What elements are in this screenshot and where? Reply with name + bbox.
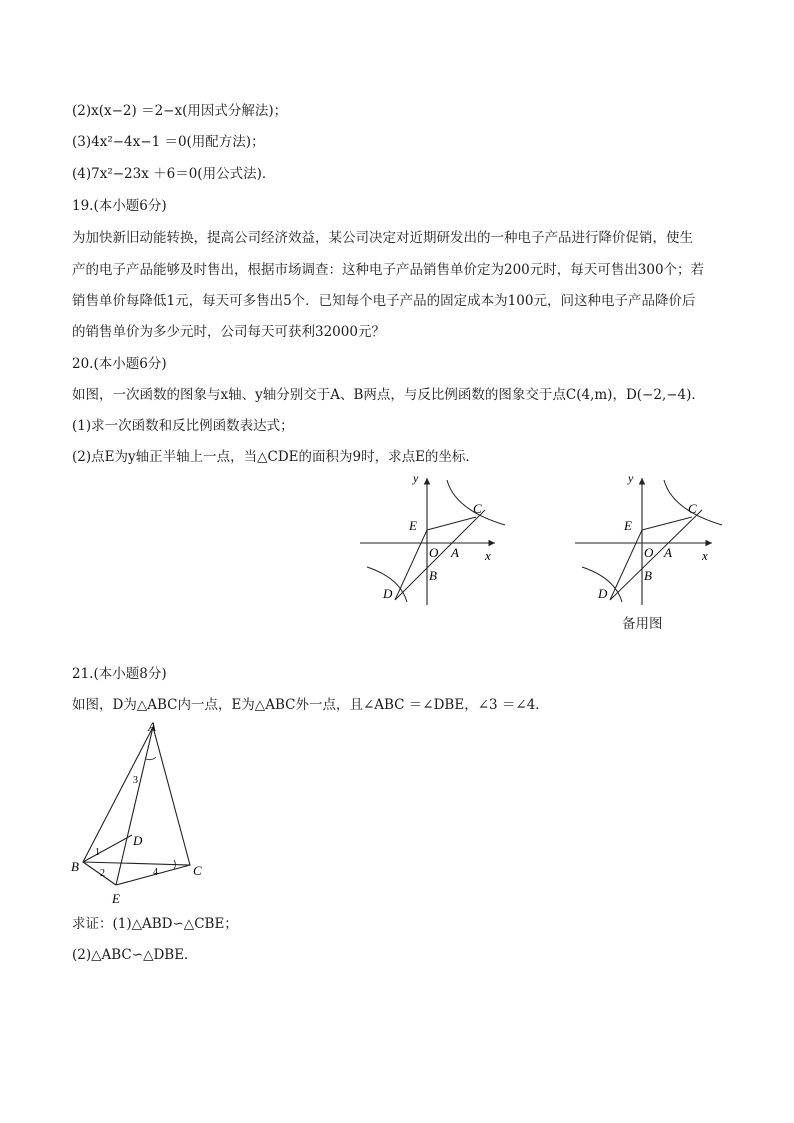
label-C: C [473,501,482,516]
problem-19-line-1: 为加快新旧动能转换，提高公司经济效益，某公司决定对近期研发出的一种电子产品进行降价促销，使生 [72,230,693,246]
label-C: C [193,863,202,878]
label-D: D [133,833,143,848]
segment-AE [116,727,153,885]
label-E: E [409,518,417,533]
label-y: y [628,471,634,485]
problem-21-header: 21.(本小题8分) [72,666,167,682]
label-B: B [429,568,437,583]
label-O: O [429,545,439,560]
problem-21-proof-2: (2)△ABC∽△DBE． [72,947,198,963]
problem-21-proof-1: 求证：(1)△ABD∽△CBE； [72,916,238,932]
problem-19-line-4: 的销售单价为多少元时，公司每天可获利32000元？ [72,324,385,340]
label-angle-4: 4 [153,867,158,878]
problem-20-intro: 如图，一次函数的图象与x轴、y轴分别交于A、B两点，与反比例函数的图象交于点C(4,m)，D(−2,−4)． [72,387,705,403]
problem-19-header: 19.(本小题6分) [72,198,167,214]
segment-DE [395,530,427,600]
segment-DE [610,530,642,600]
problem-19-line-3: 销售单价每降低1元，每天可多售出5个．已知每个电子产品的固定成本为100元，问这种电子产品降价后 [72,293,696,309]
problem-19-line-2: 产的电子产品能够及时售出，根据市场调查：这种电子产品销售单价定为200元时，每天可售出300个；若 [72,262,705,278]
problem-20-part-2: (2)点E为y轴正半轴上一点，当△CDE的面积为9时，求点E的坐标． [72,449,479,465]
problem-21-intro: 如图，D为△ABC内一点，E为△ABC外一点，且∠ABC ＝∠DBE，∠3 ＝∠4． [72,697,549,713]
label-angle-2: 2 [100,868,105,879]
label-x: x [485,548,491,563]
segment-EC [642,517,692,530]
label-C: C [688,501,697,516]
label-y: y [413,471,419,485]
problem-18-part-4: (4)7x²−23x ＋6＝0(用公式法)． [72,166,276,182]
problem-18-part-2: (2)x(x−2) ＝2−x(用因式分解法)； [72,103,288,119]
label-A: A [664,545,672,560]
problem-18-part-3: (3)4x²−4x−1 ＝0(用配方法)； [72,134,265,150]
label-O: O [644,545,654,560]
label-angle-3: 3 [133,775,138,786]
label-D: D [598,586,608,601]
spare-figure-caption: 备用图 [622,616,663,632]
label-B: B [71,859,79,874]
label-A: A [148,719,156,734]
segment-EC [427,517,476,530]
problem-20-figure [355,470,515,610]
problem-21-triangle-figure [68,715,218,910]
problem-20-spare-figure [570,470,730,610]
label-E: E [112,891,120,906]
label-D: D [383,586,393,601]
label-x: x [702,548,708,563]
label-angle-1: 1 [95,847,100,858]
problem-20-part-1: (1)求一次函数和反比例函数表达式； [72,418,294,434]
label-A: A [451,545,459,560]
angle-3-arc [146,757,156,760]
label-B: B [644,568,652,583]
label-E: E [624,518,632,533]
problem-20-header: 20.(本小题6分) [72,356,167,372]
